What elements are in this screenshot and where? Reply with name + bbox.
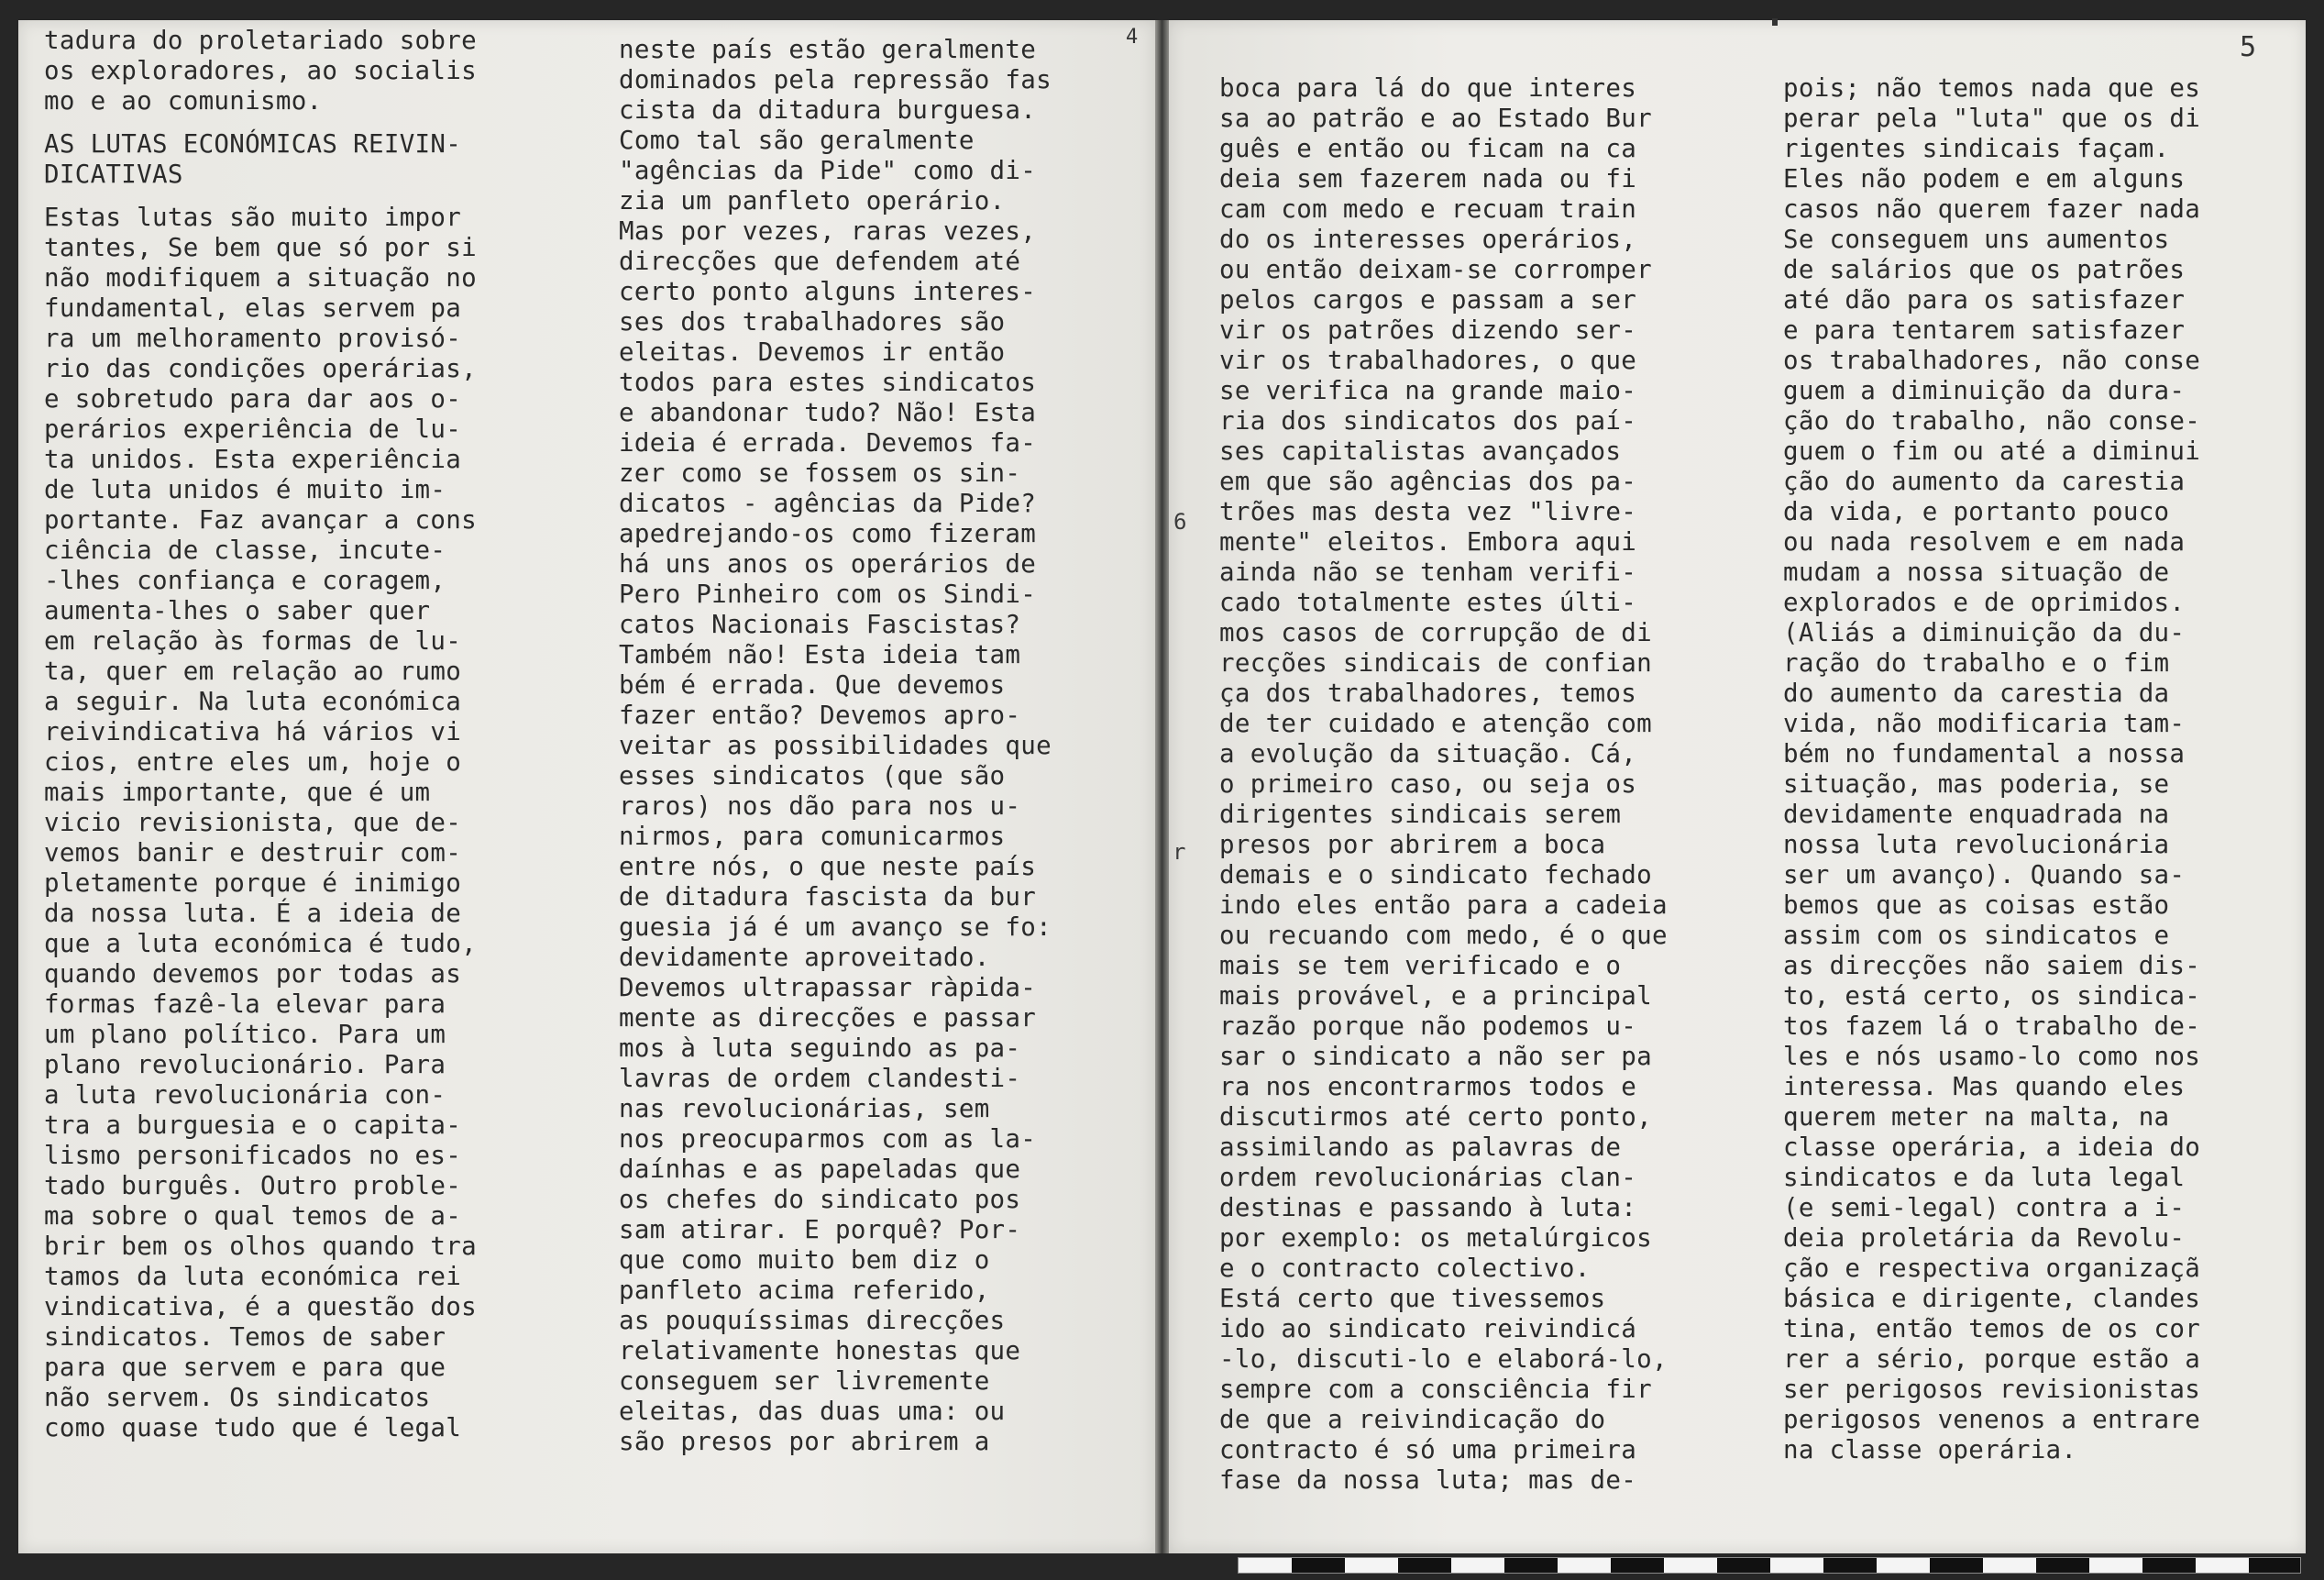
text-column-2 [619, 35, 1141, 1457]
text-line: mudam a nossa situação de [1783, 558, 2170, 587]
text-line: daínhas e as papeladas que [619, 1155, 1021, 1184]
text-line: ção do aumento da carestia [1783, 467, 2186, 496]
text-line: os trabalhadores, não conse [1783, 346, 2201, 375]
text-line: razão porque não podemos u- [1219, 1011, 1637, 1041]
text-line: nas revolucionárias, sem [619, 1094, 990, 1123]
text-line: dicatos - agências da Pide? [619, 489, 1037, 518]
text-line: plano revolucionário. Para [44, 1050, 446, 1079]
text-line: tadura do proletariado sobre [44, 26, 477, 55]
text-line: catos Nacionais Fascistas? [619, 610, 1021, 639]
text-line: e para tentarem satisfazer [1783, 315, 2186, 345]
text-line: a evolução da situação. Cá, [1219, 739, 1637, 768]
text-line: formas fazê-la elevar para [44, 989, 446, 1019]
text-line: quando devemos por todas as [44, 959, 462, 989]
text-line: rio das condições operárias, [44, 354, 477, 383]
text-line: rigentes sindicais façam. [1783, 134, 2170, 163]
text-line: classe operária, a ideia do [1783, 1133, 2201, 1162]
text-line: (Aliás a diminuição da du- [1783, 618, 2186, 647]
text-line: devidamente aproveitado. [619, 943, 990, 972]
page-number-left: 4 [1126, 26, 1139, 49]
text-line: brir bem os olhos quando tra [44, 1232, 477, 1261]
text-line: da nossa luta. É a ideia de [44, 899, 462, 928]
text-line: de salários que os patrões [1783, 255, 2186, 284]
text-line: les e nós usamo-lo como nos [1783, 1042, 2201, 1071]
text-line: na classe operária. [1783, 1435, 2077, 1464]
text-line: de luta unidos é muito im- [44, 475, 446, 504]
text-line: os chefes do sindicato pos [619, 1185, 1021, 1214]
text-column-3 [1219, 73, 1769, 1496]
text-line: a luta revolucionária con- [44, 1080, 446, 1110]
text-line: fazer então? Devemos apro- [619, 701, 1021, 730]
text-line: tina, então temos de os cor [1783, 1314, 2201, 1343]
text-line: ria dos sindicatos dos paí- [1219, 406, 1637, 436]
text-line: básica e dirigente, clandes [1783, 1284, 2201, 1313]
text-line: mente as direcções e passar [619, 1003, 1037, 1033]
text-line: mais importante, que é um [44, 778, 431, 807]
text-line: ciência de classe, incute- [44, 536, 446, 565]
text-line: vindicativa, é a questão dos [44, 1292, 477, 1321]
text-line: mais se tem verificado e o [1219, 951, 1622, 980]
text-line: bém no fundamental a nossa [1783, 739, 2186, 768]
text-line: que como muito bem diz o [619, 1245, 990, 1275]
text-line: fase da nossa luta; mas de- [1219, 1465, 1637, 1495]
text-line: por exemplo: os metalúrgicos [1219, 1223, 1652, 1253]
text-line: querem meter na malta, na [1783, 1102, 2170, 1132]
text-line: de ditadura fascista da bur [619, 882, 1037, 912]
text-line: cado totalmente estes últi- [1219, 588, 1637, 617]
text-line: ma sobre o qual temos de a- [44, 1201, 462, 1231]
text-line: rer a sério, porque estão a [1783, 1344, 2201, 1374]
text-line: vir os patrões dizendo ser- [1219, 315, 1637, 345]
text-line: ração do trabalho e o fim [1783, 648, 2170, 678]
text-line: situação, mas poderia, se [1783, 769, 2170, 799]
text-line: nossa luta revolucionária [1783, 830, 2170, 859]
text-line: interessa. Mas quando eles [1783, 1072, 2186, 1101]
text-line: tra a burguesia e o capita- [44, 1110, 462, 1140]
margin-annotation: 6 [1173, 509, 1187, 535]
binding-mark [1772, 18, 1778, 26]
text-column-4 [1783, 73, 2306, 1465]
text-line: devidamente enquadrada na [1783, 800, 2170, 829]
text-line: assim com os sindicatos e [1783, 921, 2170, 950]
text-line: apedrejando-os como fizeram [619, 519, 1037, 548]
text-line: deia sem fazerem nada ou fi [1219, 164, 1637, 193]
text-line: guesia já é um avanço se fo: [619, 912, 1052, 942]
text-line: lismo personificados no es- [44, 1141, 462, 1170]
text-line: da vida, e portanto pouco [1783, 497, 2170, 526]
text-line: ainda não se tenham verifi- [1219, 558, 1637, 587]
text-line: vemos banir e destruir com- [44, 838, 462, 867]
margin-annotation: r [1173, 839, 1186, 865]
text-line: Mas por vezes, raras vezes, [619, 216, 1037, 246]
page-number-right: 5 [2240, 31, 2257, 63]
text-line: cista da ditadura burguesa. [619, 95, 1037, 125]
text-line: sar o sindicato a não ser pa [1219, 1042, 1652, 1071]
text-line: lavras de ordem clandesti- [619, 1064, 1021, 1093]
text-line: bemos que as coisas estão [1783, 890, 2170, 920]
text-line: panfleto acima referido, [619, 1276, 990, 1305]
text-line: se verifica na grande maio- [1219, 376, 1637, 405]
text-line: e o contracto colectivo. [1219, 1254, 1591, 1283]
text-line: -lo, discuti-lo e elaborá-lo, [1219, 1344, 1668, 1374]
text-line: pletamente porque é inimigo [44, 868, 462, 898]
text-line: de que a reivindicação do [1219, 1405, 1606, 1434]
book-gutter [1155, 20, 1169, 1553]
text-line: Está certo que tivessemos [1219, 1284, 1606, 1313]
text-line: boca para lá do que interes [1219, 73, 1637, 103]
text-line: do os interesses operários, [1219, 225, 1637, 254]
text-line: zia um panfleto operário. [619, 186, 1006, 215]
text-line: ido ao sindicato reivindicá [1219, 1314, 1637, 1343]
text-line: em que são agências dos pa- [1219, 467, 1637, 496]
text-line: mo e ao comunismo. [44, 86, 323, 116]
text-line: as direcções não saiem dis- [1783, 951, 2201, 980]
text-line: em relação às formas de lu- [44, 626, 462, 656]
text-line: ção do trabalho, não conse- [1783, 406, 2201, 436]
text-line: mos casos de corrupção de di [1219, 618, 1652, 647]
text-line: ça dos trabalhadores, temos [1219, 679, 1637, 708]
text-line: raros) nos dão para nos u- [619, 791, 1021, 821]
text-line: todos para estes sindicatos [619, 368, 1037, 397]
text-line: de ter cuidado e atenção com [1219, 709, 1652, 738]
text-line: destinas e passando à luta: [1219, 1193, 1637, 1222]
text-line: Eles não podem e em alguns [1783, 164, 2186, 193]
text-line: ser um avanço). Quando sa- [1783, 860, 2186, 889]
text-line: veitar as possibilidades que [619, 731, 1052, 760]
text-line: guem a diminuição da dura- [1783, 376, 2186, 405]
text-line: tado burguês. Outro proble- [44, 1171, 462, 1200]
text-line: bém é errada. Que devemos [619, 670, 1006, 700]
text-line: a seguir. Na luta económica [44, 687, 462, 716]
text-line: cios, entre eles um, hoje o [44, 747, 462, 777]
text-line: discutirmos até certo ponto, [1219, 1102, 1652, 1132]
text-line: sam atirar. E porquê? Por- [619, 1215, 1021, 1244]
text-line: e sobretudo para dar aos o- [44, 384, 462, 414]
text-line: ra nos encontrarmos todos e [1219, 1072, 1637, 1101]
text-line: pelos cargos e passam a ser [1219, 285, 1637, 315]
text-line: ideia é errada. Devemos fa- [619, 428, 1037, 458]
text-line: Também não! Esta ideia tam [619, 640, 1021, 669]
text-line: assimilando as palavras de [1219, 1133, 1622, 1162]
text-line: tantes, Se bem que só por si [44, 233, 477, 262]
text-line: direcções que defendem até [619, 247, 1021, 276]
text-line: dirigentes sindicais serem [1219, 800, 1622, 829]
text-line: -lhes confiança e coragem, [44, 566, 446, 595]
text-line: perigosos venenos a entrare [1783, 1405, 2201, 1434]
text-line: os exploradores, ao socialis [44, 56, 477, 85]
text-line: "agências da Pide" como di- [619, 156, 1037, 185]
text-line: fundamental, elas servem pa [44, 293, 462, 323]
text-line: guem o fim ou até a diminui [1783, 436, 2201, 466]
text-line: vicio revisionista, que de- [44, 808, 462, 837]
text-line: há uns anos os operários de [619, 549, 1037, 579]
text-line: até dão para os satisfazer [1783, 285, 2186, 315]
text-line: do aumento da carestia da [1783, 679, 2170, 708]
text-line: conseguem ser livremente [619, 1366, 990, 1396]
text-line: mais provável, e a principal [1219, 981, 1652, 1011]
text-line: explorados e de oprimidos. [1783, 588, 2186, 617]
text-line: ta, quer em relação ao rumo [44, 657, 462, 686]
text-line: indo eles então para a cadeia [1219, 890, 1668, 920]
text-line: dominados pela repressão fas [619, 65, 1052, 94]
text-line: reivindicativa há vários vi [44, 717, 462, 746]
text-line: demais e o sindicato fechado [1219, 860, 1652, 889]
text-line: nos preocuparmos com as la- [619, 1124, 1037, 1154]
text-line: o primeiro caso, ou seja os [1219, 769, 1637, 799]
text-line: ou recuando com medo, é o que [1219, 921, 1668, 950]
text-line: trões mas desta vez "livre- [1219, 497, 1637, 526]
text-line: vir os trabalhadores, o que [1219, 346, 1637, 375]
text-line: contracto é só uma primeira [1219, 1435, 1637, 1464]
text-line: entre nós, o que neste país [619, 852, 1037, 881]
text-line: mente" eleitos. Embora aqui [1219, 527, 1637, 557]
text-line: portante. Faz avançar a cons [44, 505, 477, 535]
text-line: ra um melhoramento provisó- [44, 324, 462, 353]
text-line: zer como se fossem os sin- [619, 459, 1021, 488]
text-line: são presos por abrirem a [619, 1427, 990, 1456]
text-line: tamos da luta económica rei [44, 1262, 462, 1291]
text-line: DICATIVAS [44, 160, 183, 189]
text-line: certo ponto alguns interes- [619, 277, 1037, 306]
text-line: Estas lutas são muito impor [44, 203, 462, 232]
text-line: vida, não modificaria tam- [1783, 709, 2186, 738]
text-line: (e semi-legal) contra a i- [1783, 1193, 2186, 1222]
text-line: AS LUTAS ECONÓMICAS REIVIN- [44, 129, 462, 159]
text-line: um plano político. Para um [44, 1020, 446, 1049]
text-line: casos não querem fazer nada [1783, 194, 2201, 224]
text-line: ção e respectiva organizaçã [1783, 1254, 2201, 1283]
text-line: ses capitalistas avançados [1219, 436, 1622, 466]
text-line: eleitas, das duas uma: ou [619, 1397, 1006, 1426]
text-line: cam com medo e recuam train [1219, 194, 1637, 224]
text-line: e abandonar tudo? Não! Esta [619, 398, 1037, 427]
text-line: sindicatos. Temos de saber [44, 1322, 446, 1352]
text-line: que a luta económica é tudo, [44, 929, 477, 958]
text-line: não servem. Os sindicatos [44, 1383, 431, 1412]
text-line: ordem revolucionárias clan- [1219, 1163, 1637, 1192]
text-line: Devemos ultrapassar ràpida- [619, 973, 1037, 1002]
text-line: neste país estão geralmente [619, 35, 1037, 64]
text-line: sempre com a consciência fir [1219, 1375, 1652, 1404]
text-line: guês e então ou ficam na ca [1219, 134, 1637, 163]
text-line: mos à luta seguindo as pa- [619, 1033, 1021, 1063]
text-line: perar pela "luta" que os di [1783, 104, 2201, 133]
text-line: sa ao patrão e ao Estado Bur [1219, 104, 1652, 133]
text-line: relativamente honestas que [619, 1336, 1021, 1365]
text-line: não modifiquem a situação no [44, 263, 477, 293]
text-line: sindicatos e da luta legal [1783, 1163, 2186, 1192]
text-line: ser perigosos revisionistas [1783, 1375, 2201, 1404]
text-line: Se conseguem uns aumentos [1783, 225, 2170, 254]
text-line: tos fazem lá o trabalho de- [1783, 1011, 2201, 1041]
text-line: perários experiência de lu- [44, 414, 462, 444]
text-line: ou então deixam-se corromper [1219, 255, 1652, 284]
text-line: nirmos, para comunicarmos [619, 822, 1006, 851]
text-line: esses sindicatos (que são [619, 761, 1006, 790]
text-column-1 [44, 26, 585, 1443]
text-line: ses dos trabalhadores são [619, 307, 1006, 337]
text-line: pois; não temos nada que es [1783, 73, 2201, 103]
text-line: Pero Pinheiro com os Sindi- [619, 580, 1037, 609]
text-line: presos por abrirem a boca [1219, 830, 1606, 859]
text-line: ta unidos. Esta experiência [44, 445, 462, 474]
scale-ruler [1238, 1557, 2301, 1574]
text-line: como quase tudo que é legal [44, 1413, 462, 1442]
text-line: to, está certo, os sindica- [1783, 981, 2201, 1011]
text-line: aumenta-lhes o saber quer [44, 596, 431, 625]
text-line: eleitas. Devemos ir então [619, 337, 1006, 367]
text-line: recções sindicais de confian [1219, 648, 1652, 678]
text-line: Como tal são geralmente [619, 126, 975, 155]
text-line: deia proletária da Revolu- [1783, 1223, 2186, 1253]
text-line: as pouquíssimas direcções [619, 1306, 1006, 1335]
text-line: ou nada resolvem e em nada [1783, 527, 2186, 557]
text-line: para que servem e para que [44, 1353, 446, 1382]
